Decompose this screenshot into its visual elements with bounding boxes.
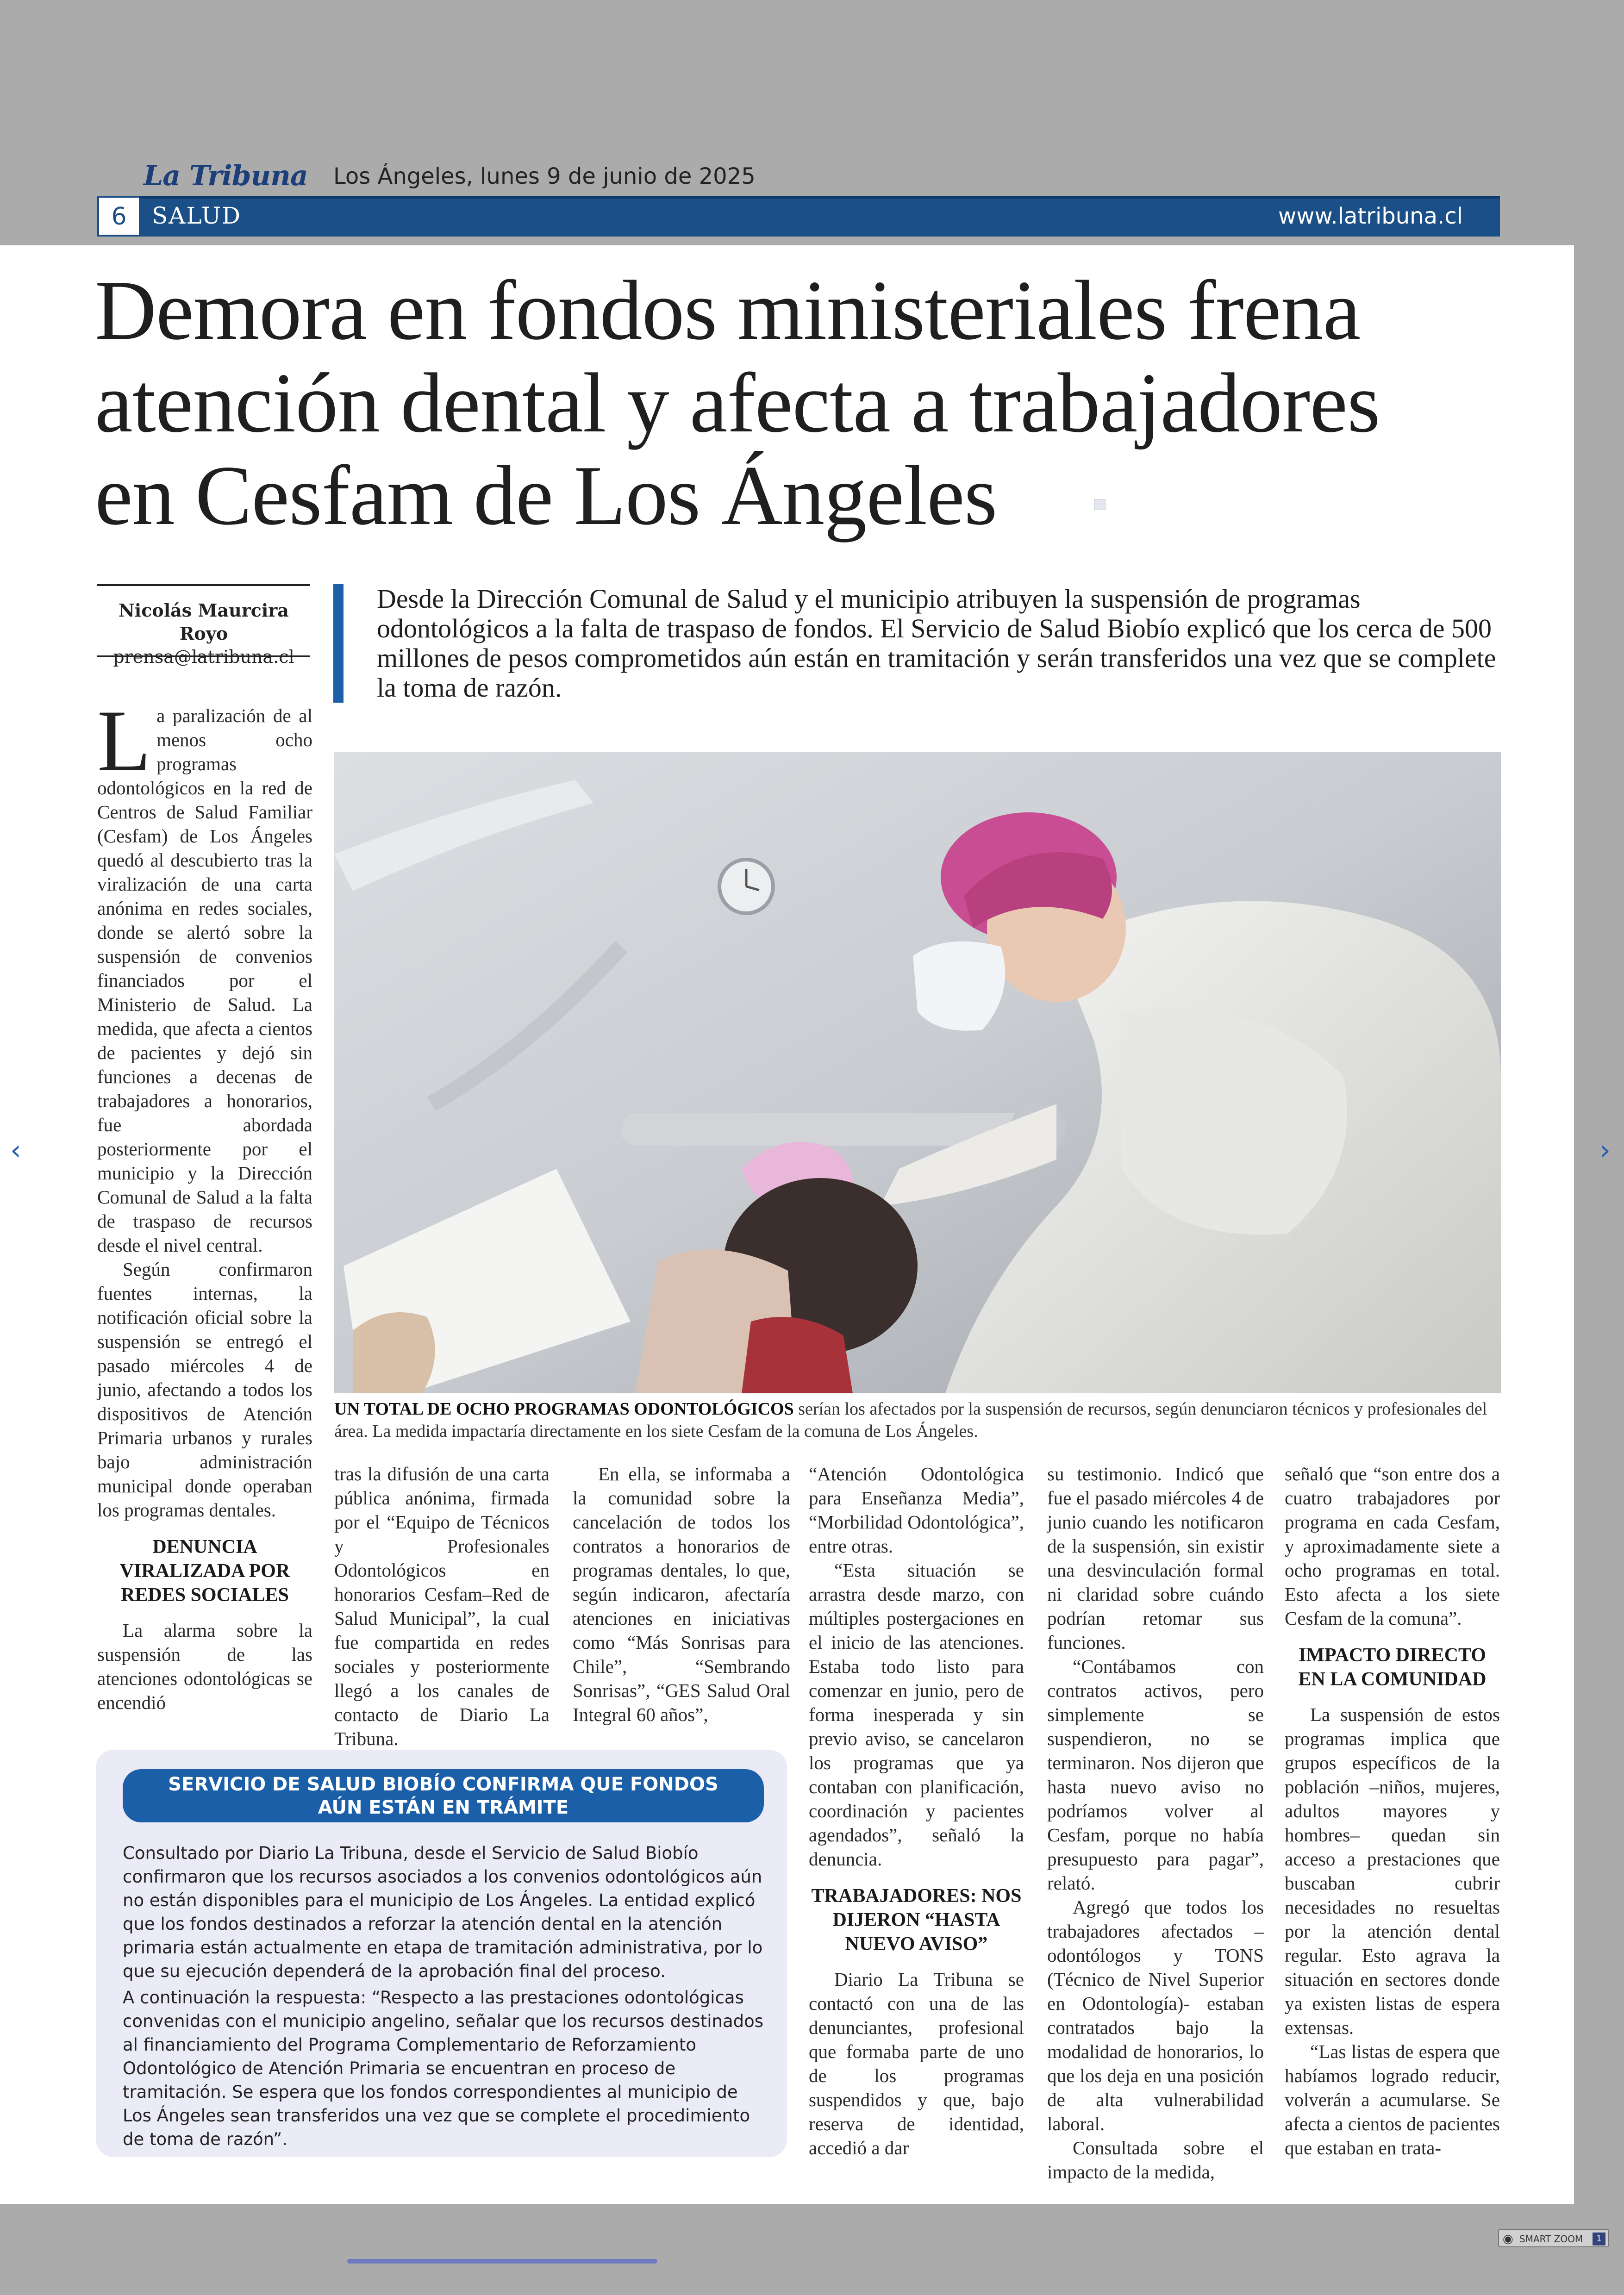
byline-divider (97, 655, 310, 657)
sidebar-box-title-line-2: AÚN ESTÁN EN TRÁMITE (318, 1797, 569, 1818)
subheading-trabajadores: TRABAJADORES: NOS DIJERON “HASTA NUEVO AVISO” (811, 1885, 1022, 1955)
sidebar-box-body (123, 1841, 768, 2154)
author-email: prensa@latribuna.cl (113, 647, 294, 667)
paragraph: tras la difusión de una carta pública anónima, firmada por el “Equipo de Técnicos y Profesionales Odontológicos en honorarios Cesfam–Red de Salud Municipal”, la cual fue compartida en redes sociales y posteriormente llegó a los canales de contacto de Diario La Tribuna. (334, 1463, 550, 1749)
paragraph: La alarma sobre la suspensión de las atenciones odontológicas se encendió (97, 1620, 312, 1713)
section-bar (97, 196, 1500, 237)
next-page-icon[interactable]: › (1599, 1134, 1611, 1166)
paragraph: “Las listas de espera que habíamos logrado reducir, volverán a acumularse. Se afecta a cientos de pacientes que estaban en trata- (1285, 2041, 1500, 2158)
annotation-marker-icon[interactable] (1094, 499, 1106, 510)
paragraph: “Atención Odontológica para Enseñanza Media”, “Morbilidad Odontológica”, entre otras. (809, 1463, 1024, 1557)
sidebar-box-title-line-1: SERVICIO DE SALUD BIOBÍO CONFIRMA QUE FONDOS (168, 1774, 718, 1795)
page-scrollbar[interactable] (347, 2259, 657, 2264)
paragraph: su testimonio. Indicó que fue el pasado miércoles 4 de junio cuando les notificaron de la suspensión, sin existir una desvinculación formal ni claridad sobre cuándo podrían retomar sus funciones. (1047, 1463, 1264, 1653)
masthead (97, 160, 1500, 243)
article-column-5 (1047, 1462, 1264, 2184)
dateline: Los Ángeles, lunes 9 de junio de 2025 (333, 163, 756, 189)
headline-line-2: atención dental y afecta a trabajadores (95, 355, 1380, 450)
website-url: www.latribuna.cl (1278, 203, 1463, 229)
sidebar-box (96, 1750, 787, 2157)
sidebar-paragraph: A continuación la respuesta: “Respecto a las prestaciones odontológicas convenidas con el municipio angelino, señalar que los recursos destinados al financiamiento del Programa Complementario de Reforzamiento Odontológico de Atención Primaria se encuentran en proceso de tramitación. Se espera que los fondos correspondientes al municipio de Los Ángeles sean transferidos una vez que se complete el procedimiento de toma de razón”. (123, 1988, 764, 2149)
article-lede: Desde la Dirección Comunal de Salud y el municipio atribuyen la suspensión de programas odontológicos a la falta de traspaso de fondos. El Servicio de Salud Biobío explicó que los cerca de 500 millones de pesos comprometidos aún están en tramitación y serán transferidos una vez que se complete la toma de razón. (333, 584, 1500, 703)
sidebar-paragraph: Consultado por Diario La Tribuna, desde el Servicio de Salud Biobío confirmaron que los recursos asociados a los convenios odontológicos aún no están disponibles para el municipio de Los Ángeles. La entidad explicó que los fondos destinados a reforzar la atención dental en la atención primaria están actualmente en etapa de tramitación administrativa, por lo que su ejecución dependerá de la aprobación final del proceso. (123, 1843, 763, 1981)
article-column-2 (334, 1462, 550, 1751)
prev-page-icon[interactable]: ‹ (10, 1134, 21, 1166)
section-band (139, 196, 1500, 237)
paragraph: Según confirmaron fuentes internas, la notificación oficial sobre la suspensión se entregó el pasado miércoles 4 de junio, afectando a todos los dispositivos de Atención Primaria urbanos y rurales bajo administración municipal donde operaban los programas dentales. (97, 1259, 312, 1521)
caption-lead: UN TOTAL DE OCHO PROGRAMAS ODONTOLÓGICOS (334, 1399, 794, 1419)
headline (95, 264, 1530, 542)
paragraph: a paralización de al menos ocho programas odontológicos en la red de Centros de Salud Familiar (Cesfam) de Los Ángeles quedó al descubierto tras la viralización de una carta anónima en redes sociales, donde se alertó sobre la suspensión de convenios financiados por el Ministerio de Salud. La medida, que afecta a cientos de pacientes y dejó sin funciones a decenas de trabajadores a honorarios, fue abordada posteriormente por el municipio y la Dirección Comunal de Salud a la falta de traspaso de recursos desde el nivel central. (97, 705, 312, 1256)
paragraph: “Contábamos con contratos activos, pero simplemente se suspendieron, no se terminaron. Nos dijeron que hasta nuevo aviso no podríamos volver al Cesfam, porque no había presupuesto para pagar”, relató. (1047, 1656, 1264, 1894)
section-name: SALUD (152, 202, 242, 229)
paragraph: Agregó que todos los trabajadores afectados –odontólogos y TONS (Técnico de Nivel Superior en Odontología)- estaban contratados bajo la modalidad de honorarios, lo que los deja en una posición de alta vulnerabilidad laboral. (1047, 1896, 1264, 2134)
paragraph: Consultada sobre el impacto de la medida, (1047, 2137, 1264, 2183)
paragraph: señaló que “son entre dos a cuatro trabajadores por programa en cada Cesfam, y aproximadamente siete a ocho programas en total. Esto afecta a los siete Cesfam de la comuna”. (1285, 1463, 1500, 1629)
paragraph: Diario La Tribuna se contactó con una de las denunciantes, profesional que formaba parte de uno de los programas suspendidos y que, bajo reserva de identidad, accedió a dar (809, 1969, 1024, 2158)
article-column-1 (97, 692, 312, 1715)
headline-line-3: en Cesfam de Los Ángeles (95, 448, 997, 543)
newspaper-logo: La Tribuna (144, 160, 308, 192)
paragraph: “Esta situación se arrastra desde marzo, con múltiples postergaciones en el inicio de las atenciones. Estaba todo listo para comenzar en junio, pero de forma inesperada y sin previo aviso, se cancelaron los programas que ya contaban con planificación, coordinación y pacientes agendados”, señaló la denuncia. (809, 1559, 1024, 1870)
zoom-page-badge: 1 (1593, 2233, 1605, 2245)
headline-line-1: Demora en fondos ministeriales frena (95, 263, 1361, 357)
paragraph: La suspensión de estos programas implica que grupos específicos de la población –niños, mujeres, adultos mayores y hombres– quedan sin acceso a prestaciones que buscaban cubrir necesidades no resueltas por la atención dental regular. Esto agrava la situación en sectores donde ya existen listas de espera extensas. (1285, 1704, 1500, 2038)
subheading-impacto: IMPACTO DIRECTO EN LA COMUNIDAD (1298, 1645, 1487, 1690)
article-column-3 (573, 1462, 790, 1727)
page-number: 6 (97, 196, 139, 237)
subheading-denuncia: DENUNCIA VIRALIZADA POR REDES SOCIALES (119, 1536, 290, 1606)
article-column-6 (1285, 1462, 1500, 2160)
sidebar-box-title (123, 1769, 764, 1822)
caption-text: serían los afectados por la suspensión de recursos, según denunciaron técnicos y profesionales del área. La medida impactaría directamente en los siete Cesfam de la comuna de Los Ángeles. (334, 1399, 1487, 1441)
smart-zoom-button[interactable] (1498, 2229, 1609, 2247)
eye-icon: ◉ (1503, 2232, 1513, 2246)
article-column-4 (809, 1462, 1024, 2160)
photo-caption (334, 1398, 1501, 1442)
paragraph: En ella, se informaba a la comunidad sobre la cancelación de todos los contratos a honorarios de programas dentales, lo que, según indicaron, afectaría atenciones en iniciativas como “Más Sonrisas para Chile”, “Sembrando Sonrisas”, “GES Salud Oral Integral 60 años”, (573, 1463, 790, 1725)
article-photo (334, 752, 1501, 1393)
drop-cap: L (97, 692, 151, 790)
author-name: Nicolás Maurcira Royo (119, 600, 289, 644)
smart-zoom-label: SMART ZOOM (1519, 2233, 1583, 2245)
